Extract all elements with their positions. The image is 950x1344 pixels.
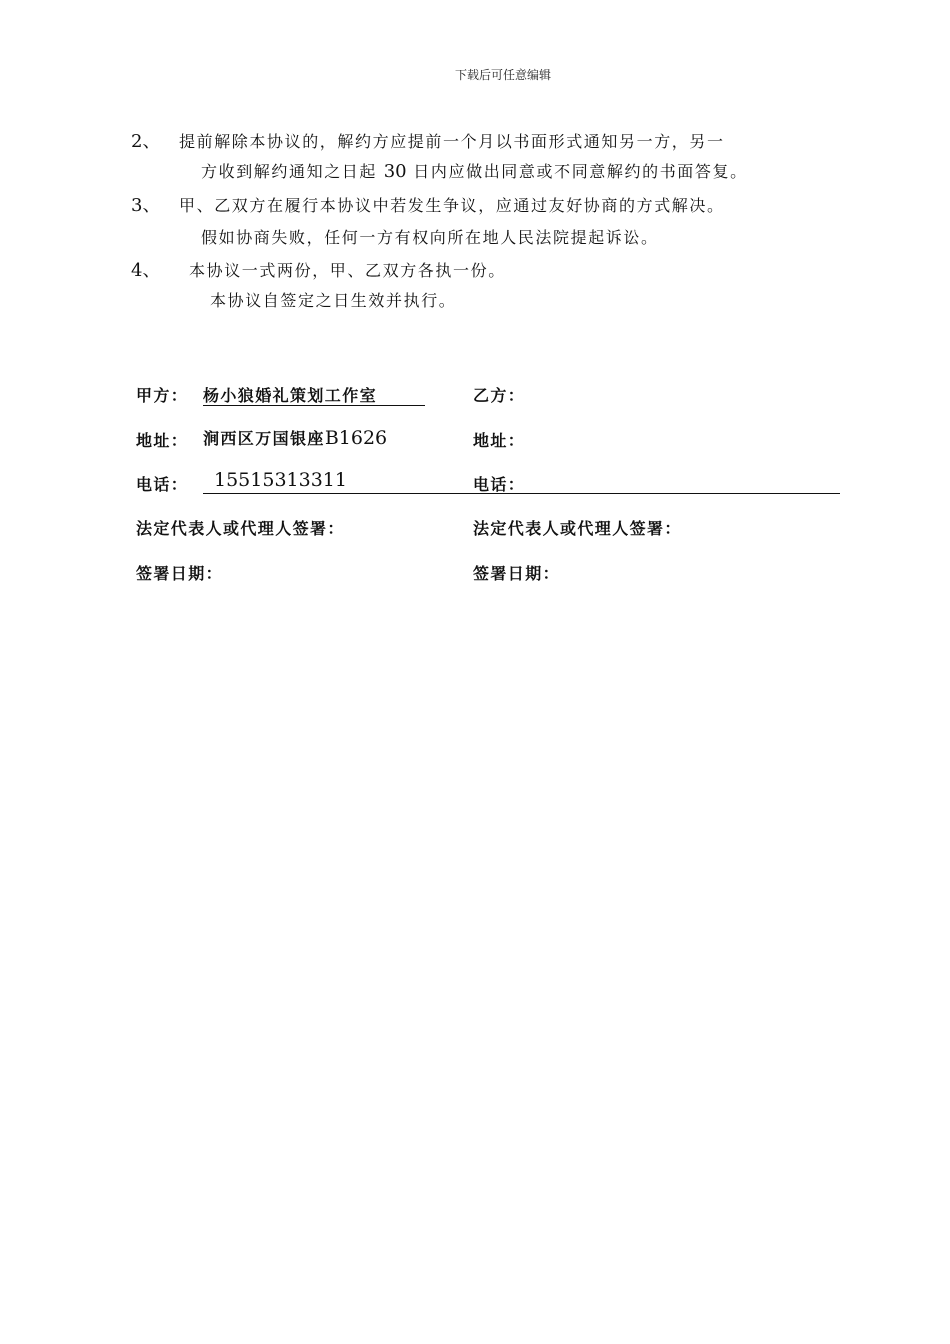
clause-number: 3、 (131, 195, 161, 216)
clause-text: 日内应做出同意或不同意解约的书面答复。 (413, 162, 748, 181)
party-a-address (203, 426, 387, 449)
party-a-address-district: 涧西区万国银座 (203, 429, 325, 448)
party-b-label: 乙方： (473, 386, 526, 405)
party-b-phone-label: 电话： (473, 475, 526, 494)
clause-text: 本协议自签定之日生效并执行。 (210, 291, 457, 310)
party-b-representative-label: 法定代表人或代理人签署： (473, 519, 682, 538)
party-a-name: 杨小狼婚礼策划工作室 (203, 386, 378, 405)
party-a-representative-label: 法定代表人或代理人签署： (136, 519, 345, 538)
clause-text: 提前解除本协议的，解约方应提前一个月以书面形式通知另一方，另一 (179, 132, 725, 151)
phone-underline (203, 493, 840, 494)
clause-days-number: 30 (383, 161, 407, 182)
clause-2-line-2 (201, 159, 748, 182)
clause-4-line-1 (131, 256, 506, 282)
party-a-name-underline (203, 405, 425, 406)
clause-3-line-1 (131, 191, 725, 217)
party-a-phone: 15515313311 (214, 469, 347, 491)
page-header (0, 66, 950, 83)
clause-2-line-1 (131, 127, 725, 153)
clause-text: 假如协商失败，任何一方有权向所在地人民法院提起诉讼。 (201, 228, 659, 247)
party-a-address-label: 地址： (136, 431, 189, 450)
party-a-date-label: 签署日期： (136, 564, 224, 583)
clause-text: 本协议一式两份，甲、乙双方各执一份。 (189, 261, 506, 280)
party-a-label: 甲方： (136, 386, 189, 405)
clause-3-line-2 (201, 225, 659, 248)
clause-text: 甲、乙双方在履行本协议中若发生争议，应通过友好协商的方式解决。 (179, 196, 725, 215)
clause-number: 2、 (131, 131, 161, 152)
clause-4-line-2 (210, 288, 456, 311)
page-header-text: 下载后可任意编辑 (454, 68, 551, 82)
clause-number: 4、 (131, 260, 161, 281)
party-a-address-unit: B1626 (324, 427, 388, 449)
party-b-address-label: 地址： (473, 431, 526, 450)
party-a-phone-label: 电话： (136, 475, 189, 494)
clause-text: 方收到解约通知之日起 (201, 162, 378, 181)
party-b-date-label: 签署日期： (473, 564, 561, 583)
